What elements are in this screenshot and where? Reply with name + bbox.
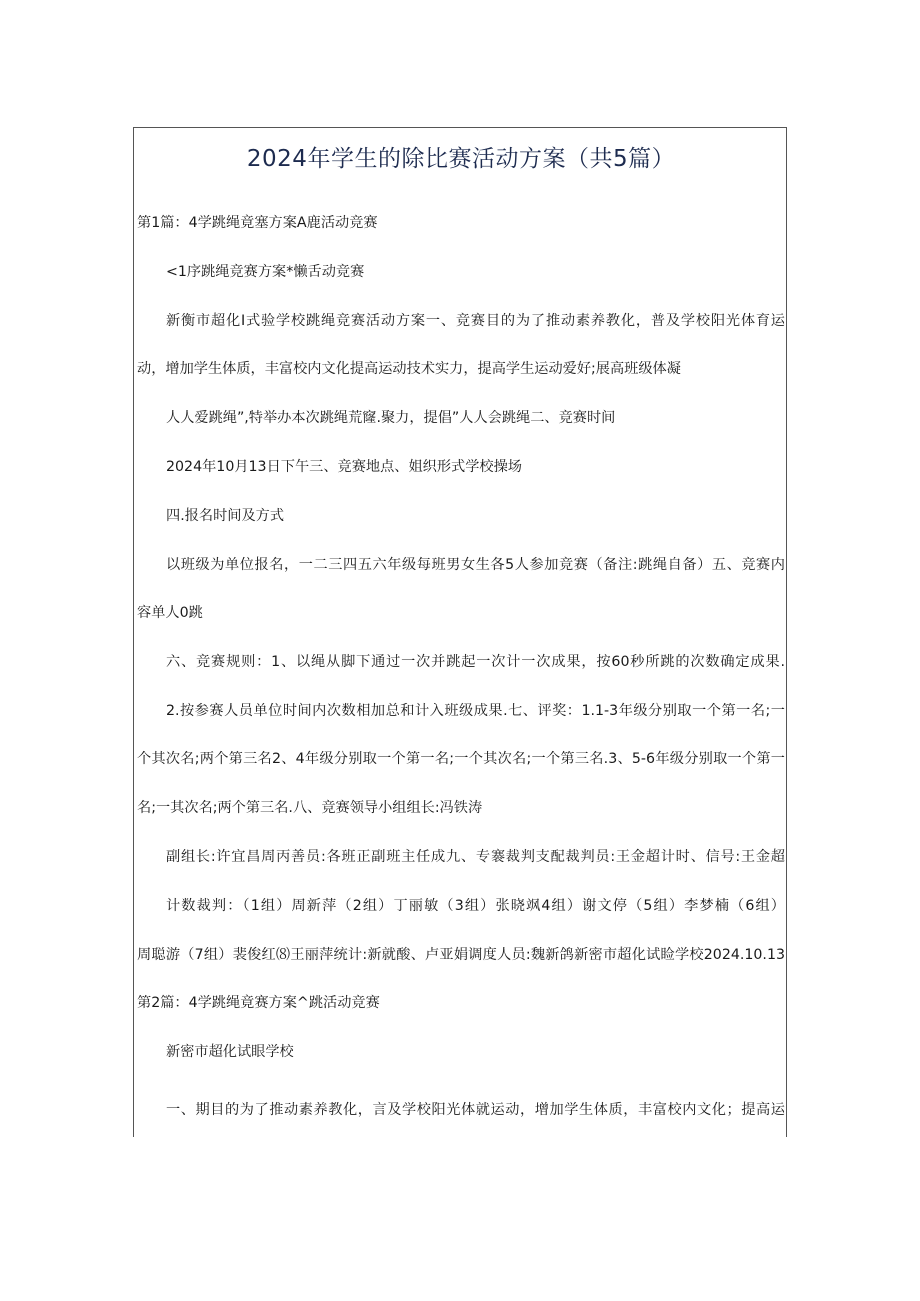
paragraph-line: 新衡市超化I式验学校跳绳竞赛活动方案一、竞赛目的为了推动素养教化，普及学校阳光体育运 xyxy=(166,313,785,329)
paragraph-line: 以班级为单位报名，一二三四五六年级每班男女生各5人参加竞赛（备注:跳绳自备）五、竞赛内 xyxy=(166,557,785,573)
paragraph-line: 六、竞赛规则：1、以绳从脚下通过一次并跳起一次计一次成果，按60秒所跳的次数确定成果. xyxy=(166,654,785,670)
paragraph-line: 新密市超化试眼学校 xyxy=(166,1044,294,1060)
paragraph-line: 名;一其次名;两个第三名.八、竞赛领导小组组长:冯铁涛 xyxy=(137,800,483,816)
paragraph-line: 动，增加学生体质，丰富校内文化提高运动技术实力，提高学生运动爱好;展高班级体凝 xyxy=(137,361,681,377)
paragraph-line: 一、期目的为了推动素养教化，言及学校阳光体就运动，增加学生体质，丰富校内文化；提高运 xyxy=(166,1102,785,1118)
paragraph-line: 容单人0跳 xyxy=(137,605,203,621)
paragraph-line: 计数裁判：（1组）周新萍（2组）丁丽敏（3组）张晓飒4组）谢文停（5组）李梦楠（6组） xyxy=(166,898,785,914)
paragraph-line: 副组长:许宜昌周丙善员:各班正副班主任成九、专褰裁判支配裁判员:王金超计时、信号:王金超 xyxy=(166,849,785,865)
paragraph-line: 周聪游（7组）裴俊红⑻王丽萍统计:新就酸、卢亚娟调度人员:魏新鸽新密市超化试睑学校2024.10.13 xyxy=(137,947,785,963)
paragraph-line: <1序跳绳竞赛方案*懒舌动竞赛 xyxy=(166,264,365,280)
section-heading-2: 第2篇：4学跳绳竟赛方案^跳活动竞赛 xyxy=(137,995,380,1011)
paragraph-line: 人人爱跳绳”,特举办本次跳绳荒窿.聚力，提倡”人人会跳绳二、竞赛时间 xyxy=(166,410,616,426)
section-heading-1: 第1篇：4学跳绳竟塞方案A鹿活动竞赛 xyxy=(137,215,378,231)
document-title: 2024年学生的除比赛活动方案（共5篇） xyxy=(246,146,676,172)
document-page xyxy=(133,127,787,1137)
paragraph-line: 四.报名时间及方式 xyxy=(166,508,285,524)
paragraph-line: 2024年10月13日下午三、竞赛地点、姐织形式学校操场 xyxy=(166,459,522,475)
paragraph-line: 2.按参赛人员单位时间内次数相加总和计入班级成果.七、评奖：1.1-3年级分别取一个第一名;一 xyxy=(166,703,785,719)
paragraph-line: 个其次名;两个第三名2、4年级分别取一个第一名;一个其次名;一个第三名.3、5-6年级分别取一个第一 xyxy=(137,751,785,767)
